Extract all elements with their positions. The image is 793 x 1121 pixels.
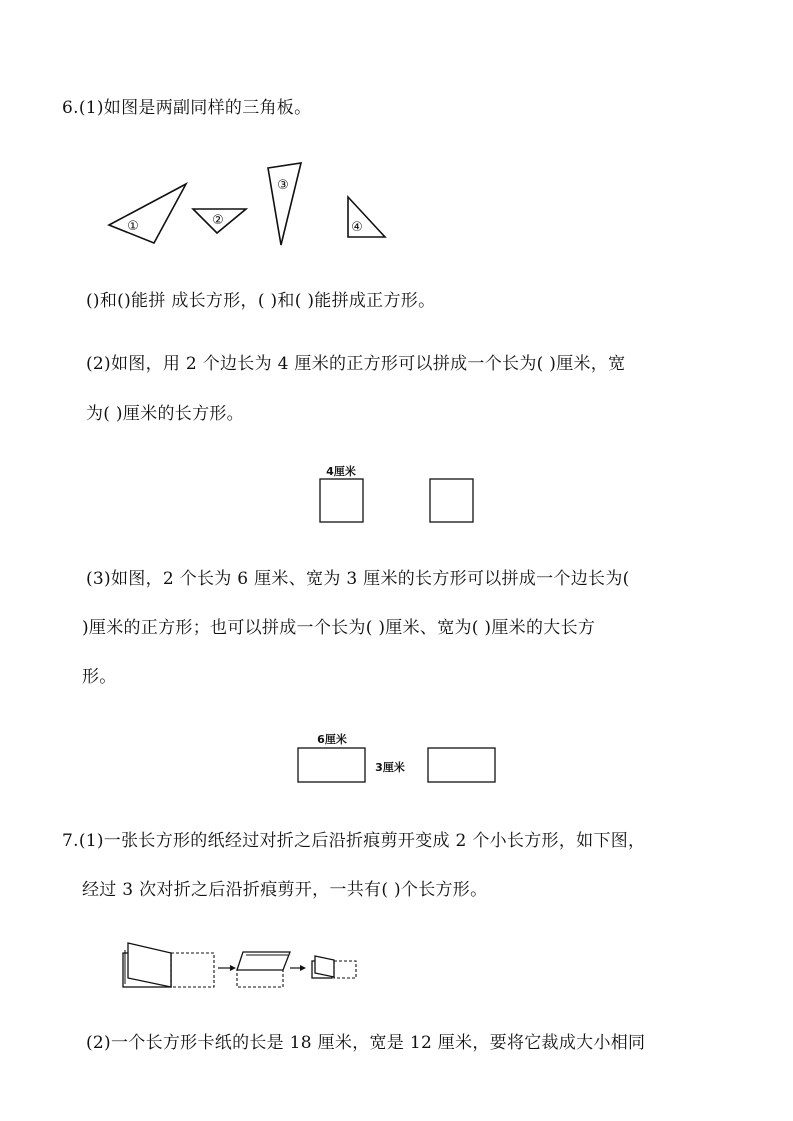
triangle-4 xyxy=(348,197,385,237)
squares-figure xyxy=(310,460,485,530)
arrow-1 xyxy=(218,965,236,971)
square-2 xyxy=(430,479,473,522)
triangle-3 xyxy=(268,163,301,245)
q6-part2-line2: 为( )厘米的长方形。 xyxy=(86,404,244,424)
q6-part3-line3: 形。 xyxy=(82,667,117,687)
q7-part1-line1: 7.(1)一张长方形的纸经过对折之后沿折痕剪开变成 2 个小长方形，如下图， xyxy=(62,831,646,851)
rectangle-2 xyxy=(428,748,495,782)
q7-part2-line1: (2)一个长方形卡纸的长是 18 厘米，宽是 12 厘米，要将它裁成大小相同 xyxy=(86,1033,646,1053)
triangle-3-label: ③ xyxy=(277,178,289,193)
triangle-1 xyxy=(109,184,186,243)
triangle-2 xyxy=(193,209,246,233)
rectangles-figure xyxy=(290,725,505,790)
triangle-4-label: ④ xyxy=(351,220,363,235)
rectangle-1 xyxy=(298,748,365,782)
q6-part1-question: ()和()能拼 成长方形，( )和( )能拼成正方形。 xyxy=(86,291,436,311)
q6-intro: 6.(1)如图是两副同样的三角板。 xyxy=(62,98,312,118)
q6-part3-line1: (3)如图，2 个长为 6 厘米、宽为 3 厘米的长方形可以拼成一个边长为( xyxy=(86,569,630,589)
rect-width-label: 3厘米 xyxy=(375,761,405,774)
q6-part2-line1: (2)如图，用 2 个边长为 4 厘米的正方形可以拼成一个长为( )厘米，宽 xyxy=(86,354,626,374)
triangles-figure xyxy=(100,158,400,253)
triangle-2-label: ② xyxy=(212,213,224,228)
arrow-2 xyxy=(290,965,306,971)
square-1 xyxy=(320,479,363,522)
fold-stage-2 xyxy=(237,952,290,987)
fold-stage-3 xyxy=(312,956,356,978)
q7-part1-line2: 经过 3 次对折之后沿折痕剪开，一共有( )个长方形。 xyxy=(82,880,488,900)
q6-part3-line2: )厘米的正方形；也可以拼成一个长为( )厘米、宽为( )厘米的大长方 xyxy=(82,618,596,638)
triangle-1-label: ① xyxy=(127,219,139,234)
fold-stage-1 xyxy=(123,943,214,987)
folding-figure xyxy=(115,938,365,993)
rect-length-label: 6厘米 xyxy=(317,733,347,746)
square-side-label: 4厘米 xyxy=(326,465,356,478)
